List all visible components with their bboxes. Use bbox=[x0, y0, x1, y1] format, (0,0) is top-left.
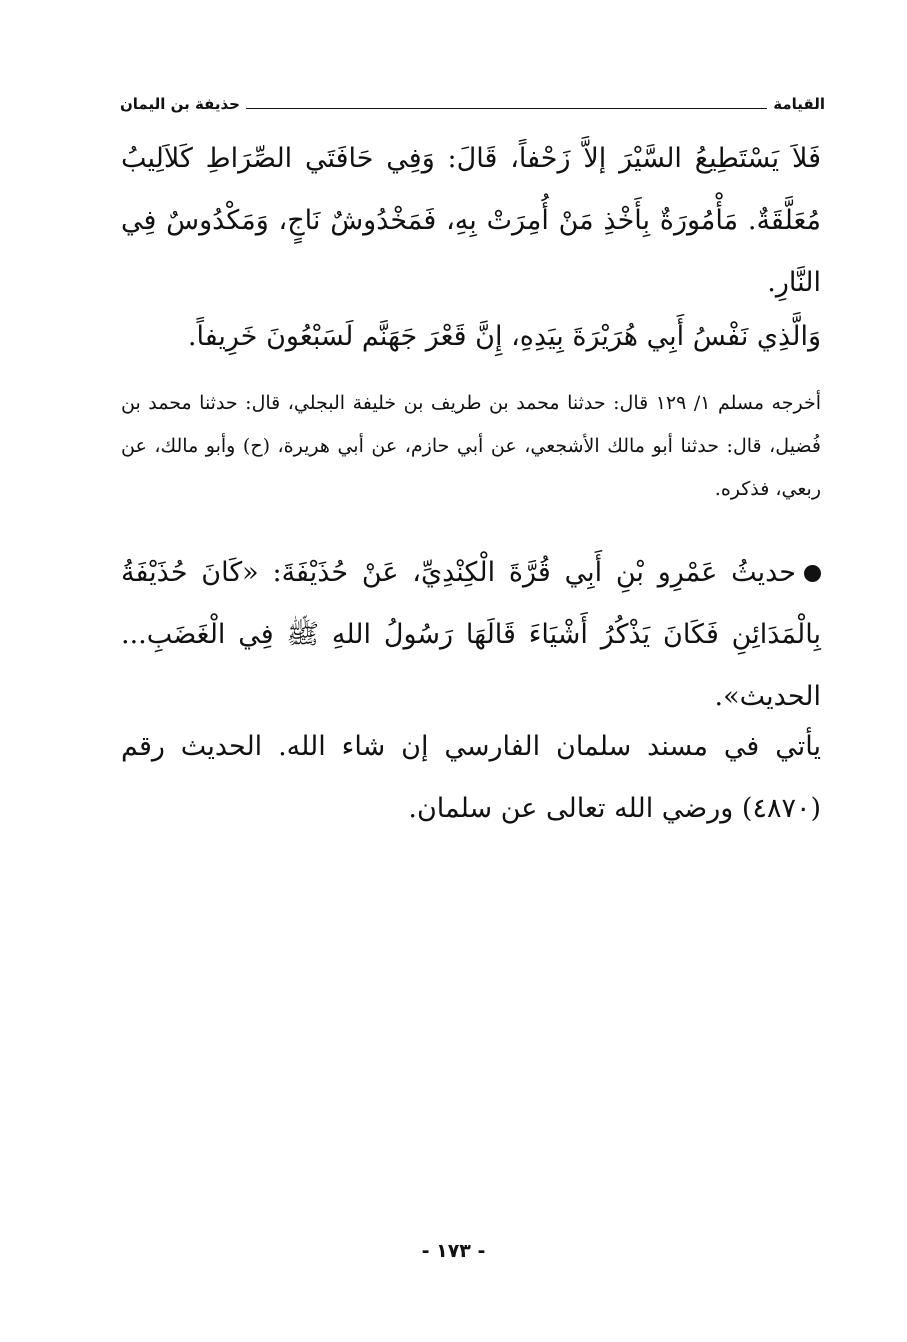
bullet-icon bbox=[804, 565, 821, 582]
hadith-entry bbox=[121, 542, 821, 728]
takhrij-note: أخرجه مسلم ١/ ١٢٩ قال: حدثنا محمد بن طريف بن خليفة البجلي، قال: حدثنا محمد بن فُضيل، قال: حدثنا أبو مالك الأشجعي، عن أبي حازم، عن أبي هريرة، (ح) وأبو مالك، عن ربعي، فذكره. bbox=[121, 392, 821, 500]
hadith-text-paragraph: فَلاَ يَسْتَطِيعُ السَّيْرَ إلاَّ زَحْفاً، قَالَ: وَفِي حَافَتَي الصِّرَاطِ كَلاَلِيبُ مُعَلَّقَةٌ. مَأْمُورَةٌ بِأَخْذِ مَنْ أُمِرَتْ بِهِ، فَمَخْدُوشٌ نَاجٍ، وَمَكْدُوسٌ فِي النَّارِ. bbox=[121, 143, 821, 298]
hadith-entry-text: حديثُ عَمْرِو بْنِ أَبِي قُرَّةَ الْكِنْدِيِّ، عَنْ حُذَيْفَةَ: «كَانَ حُذَيْفَةُ بِالْمَدَائِنِ فَكَانَ يَذْكُرُ أَشْيَاءَ قَالَهَا رَسُولُ اللهِ ﷺ فِي الْغَضَبِ... الحديث». bbox=[121, 557, 821, 712]
hadith-text-oath: وَالَّذِي نَفْسُ أَبِي هُرَيْرَةَ بِيَدِهِ، إِنَّ قَعْرَ جَهَنَّم لَسَبْعُونَ خَرِيفاً. bbox=[187, 321, 821, 352]
page-number: - ١٧٣ - bbox=[421, 1240, 486, 1262]
cross-reference-note: يأتي في مسند سلمان الفارسي إن شاء الله. الحديث رقم (٤٨٧٠) ورضي الله تعالى عن سلمان. bbox=[121, 731, 821, 824]
header-rule bbox=[246, 108, 767, 109]
header-narrator-name: حذيفة بن اليمان bbox=[120, 95, 240, 113]
running-header bbox=[120, 84, 825, 114]
header-section-title: القيامة bbox=[773, 95, 825, 113]
